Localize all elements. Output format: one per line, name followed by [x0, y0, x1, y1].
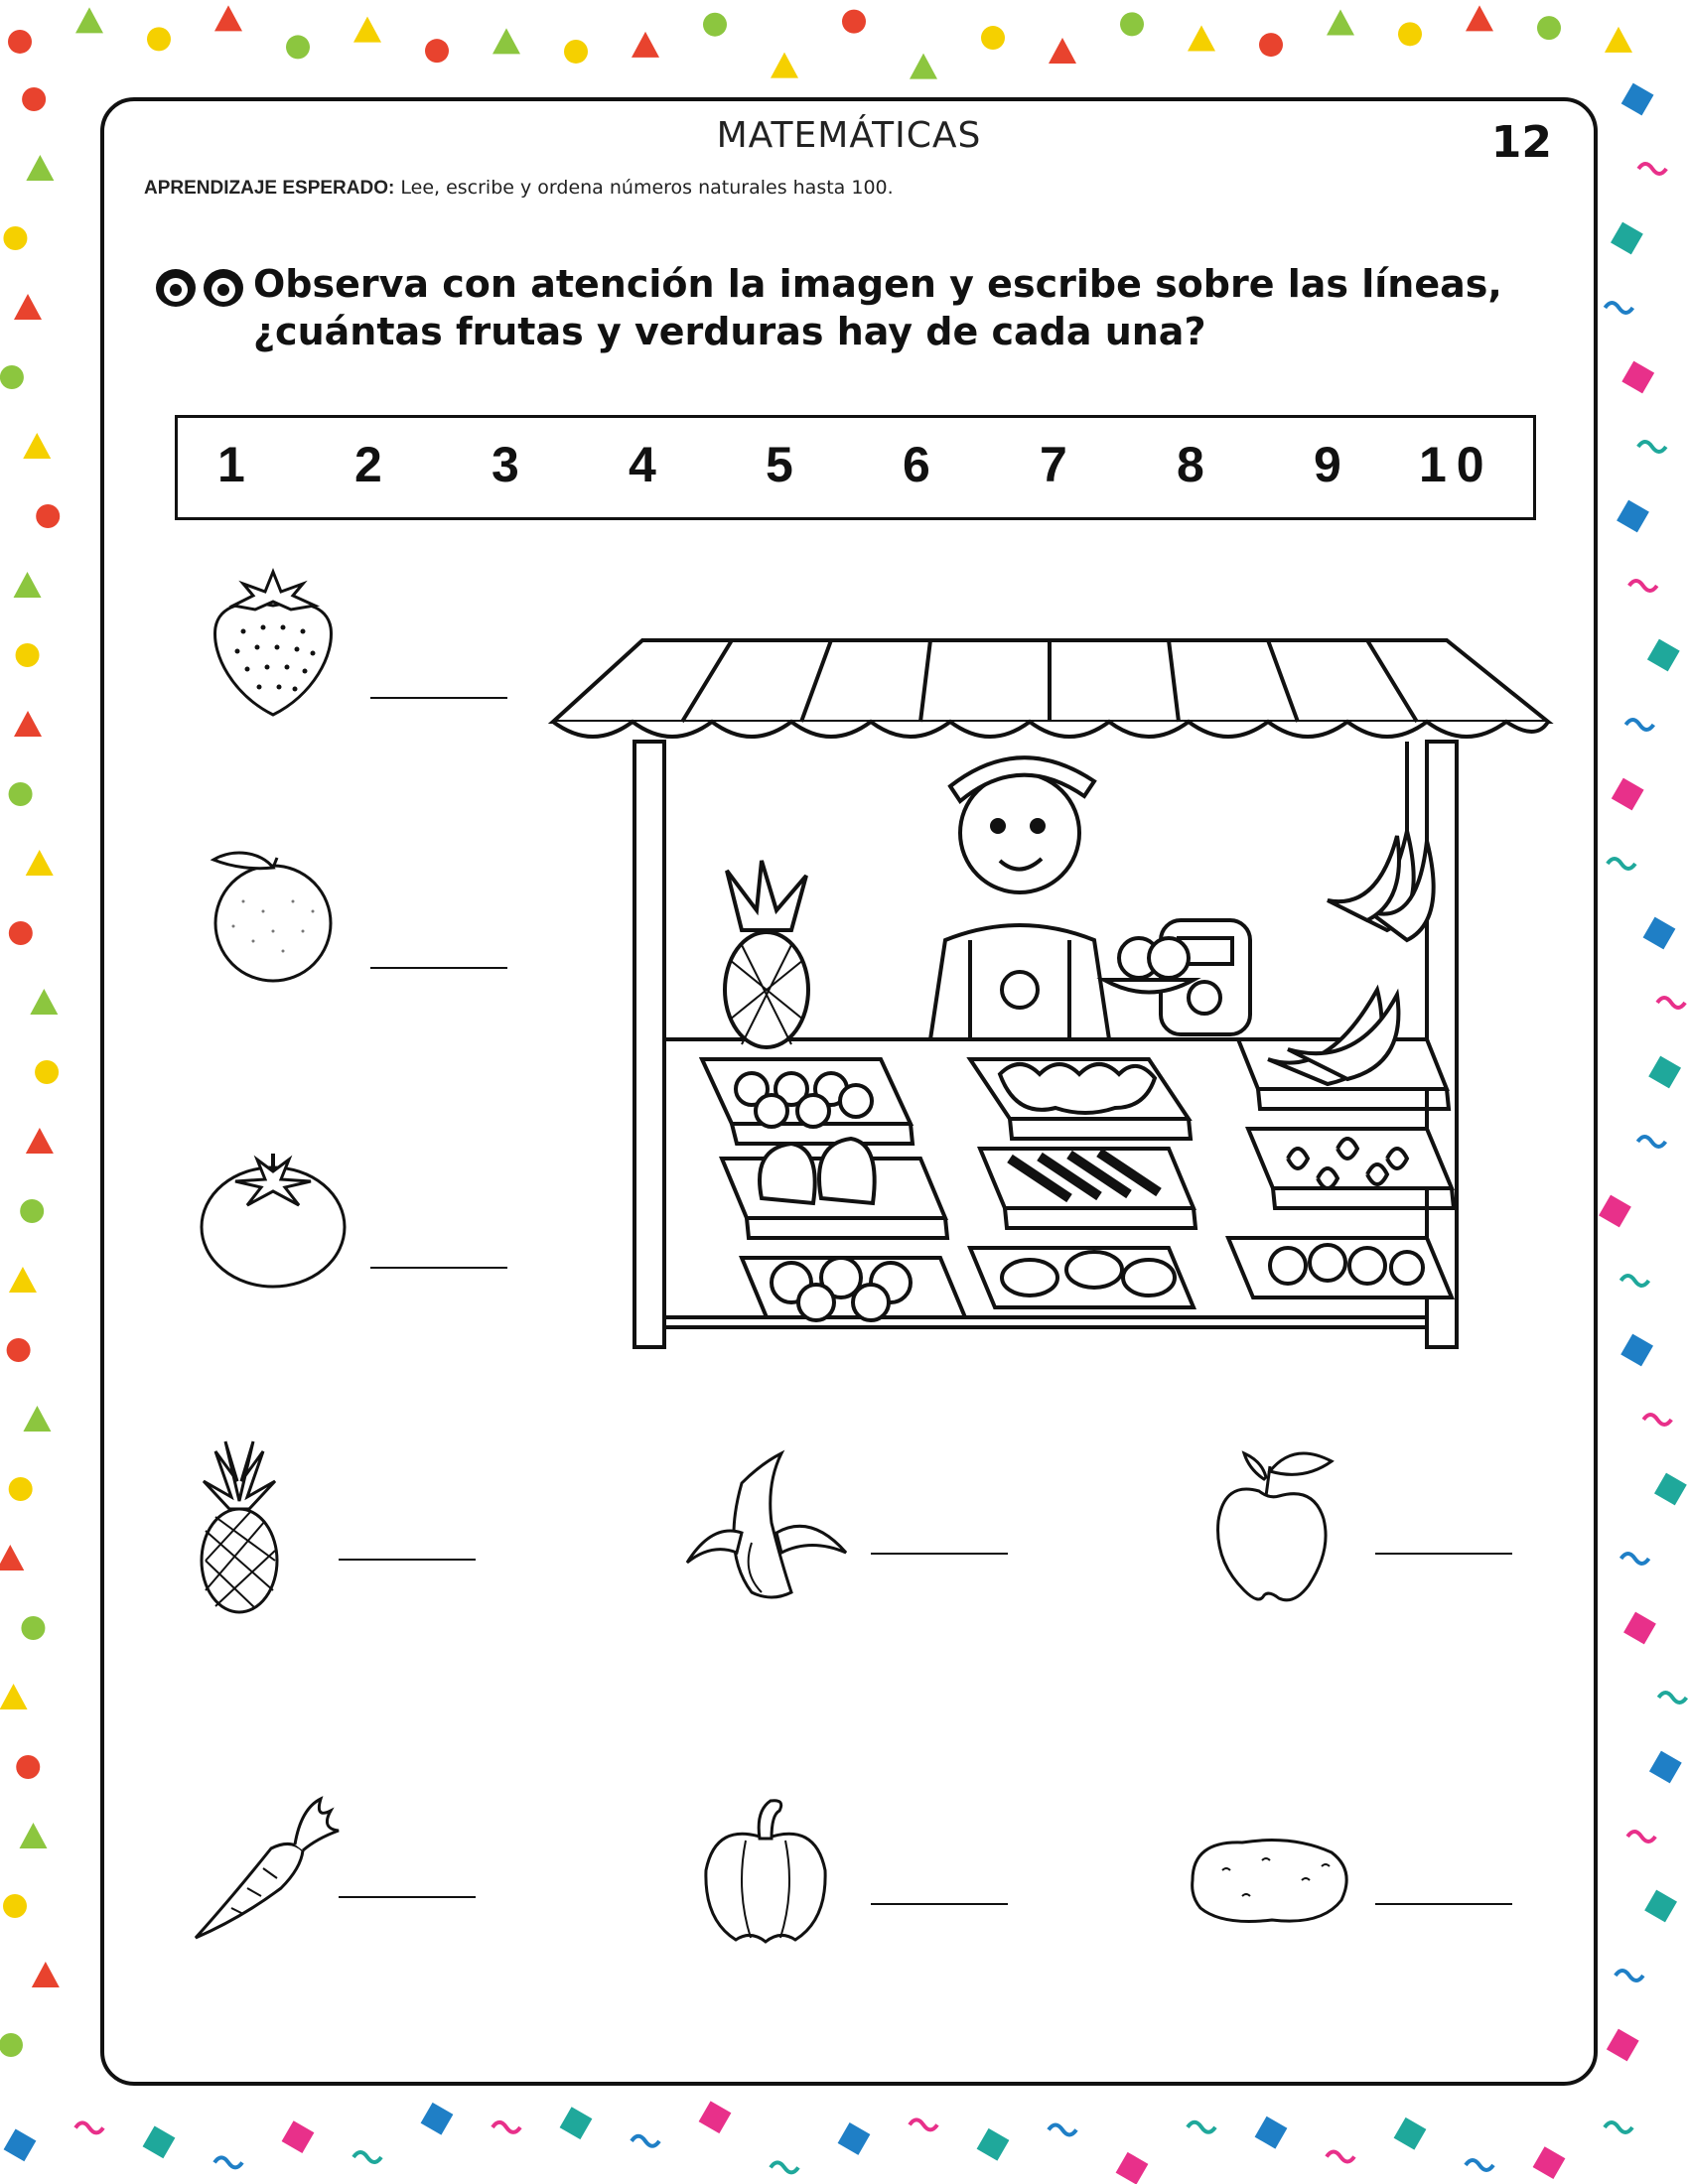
confetti-piece: [771, 53, 798, 78]
number-6: 6: [903, 437, 930, 492]
banana-icon: [682, 1443, 851, 1612]
confetti-piece: [353, 2152, 381, 2162]
number-4: 4: [629, 437, 656, 492]
confetti-piece: [9, 921, 33, 945]
potato-icon: [1183, 1831, 1355, 1930]
instruction-text: Observa con atención la imagen y escribe sobre las líneas, ¿cuántas frutas y verduras hay de cada una?: [253, 262, 1502, 353]
confetti-piece: [143, 2125, 176, 2158]
confetti-piece: [1629, 581, 1657, 591]
number-9: 9: [1314, 437, 1341, 492]
apple-icon: [1204, 1441, 1343, 1610]
confetti-piece: [1621, 83, 1654, 116]
confetti-piece: [492, 28, 520, 54]
confetti-piece: [16, 643, 40, 667]
number-10: 10: [1419, 437, 1494, 492]
orange-icon: [204, 842, 343, 991]
confetti-piece: [1621, 1554, 1649, 1564]
confetti-piece: [214, 5, 242, 31]
answer-line-pineapple[interactable]: [339, 1559, 476, 1561]
confetti-piece: [353, 17, 381, 43]
subject-title: MATEMÁTICAS: [716, 115, 982, 156]
number-3: 3: [492, 437, 519, 492]
carrot-icon: [192, 1789, 341, 1948]
confetti-piece: [32, 1962, 60, 1987]
confetti-piece: [21, 1616, 45, 1640]
confetti-piece: [9, 1267, 37, 1293]
confetti-piece: [1654, 1473, 1687, 1506]
page-number: 12: [1490, 117, 1552, 168]
confetti-piece: [26, 850, 54, 876]
confetti-piece: [425, 39, 449, 63]
confetti-piece: [23, 1406, 51, 1432]
confetti-piece: [1188, 2122, 1215, 2132]
confetti-piece: [22, 87, 46, 111]
confetti-piece: [75, 7, 103, 33]
confetti-piece: [492, 2122, 520, 2132]
confetti-piece: [1466, 5, 1493, 31]
confetti-piece: [981, 26, 1005, 50]
confetti-piece: [1188, 26, 1215, 52]
confetti-piece: [30, 989, 58, 1015]
confetti-piece: [1537, 16, 1561, 40]
worksheet-card: [100, 97, 1598, 2086]
confetti-piece: [9, 782, 33, 806]
confetti-piece: [8, 30, 32, 54]
confetti-piece: [14, 711, 42, 737]
objective-label: APRENDIZAJE ESPERADO:: [144, 178, 395, 199]
confetti-piece: [699, 2101, 732, 2133]
confetti-piece: [286, 35, 310, 59]
number-2: 2: [354, 437, 382, 492]
confetti-piece: [20, 1199, 44, 1223]
confetti-piece: [1649, 1751, 1682, 1784]
answer-line-carrot[interactable]: [339, 1896, 476, 1898]
confetti-piece: [19, 1823, 47, 1848]
confetti-piece: [36, 504, 60, 528]
confetti-piece: [0, 1545, 24, 1570]
confetti-piece: [0, 1684, 28, 1709]
confetti-piece: [35, 1060, 59, 1084]
learning-objective: [144, 177, 894, 200]
confetti-piece: [1625, 720, 1653, 730]
confetti-piece: [1049, 38, 1076, 64]
confetti-piece: [1116, 2152, 1149, 2184]
confetti-piece: [1605, 27, 1632, 53]
confetti-piece: [632, 2136, 659, 2146]
confetti-piece: [0, 2033, 23, 2057]
confetti-piece: [838, 2122, 871, 2155]
number-5: 5: [766, 437, 793, 492]
confetti-piece: [4, 2128, 37, 2161]
confetti-piece: [1612, 778, 1644, 811]
confetti-piece: [1621, 361, 1654, 394]
confetti-piece: [1607, 2029, 1639, 2062]
confetti-piece: [421, 2103, 454, 2135]
confetti-piece: [1605, 2122, 1632, 2132]
confetti-piece: [1643, 917, 1676, 950]
confetti-piece: [1616, 1971, 1643, 1980]
confetti-piece: [1657, 998, 1685, 1008]
confetti-piece: [1658, 1693, 1686, 1703]
confetti-piece: [1255, 2116, 1288, 2149]
answer-line-banana[interactable]: [871, 1553, 1008, 1555]
confetti-piece: [1648, 1056, 1681, 1089]
confetti-piece: [9, 1477, 33, 1501]
confetti-piece: [26, 1128, 54, 1154]
confetti-piece: [1394, 2117, 1427, 2150]
confetti-piece: [16, 1755, 40, 1779]
confetti-piece: [1599, 1195, 1631, 1228]
pineapple-icon: [186, 1432, 293, 1620]
confetti-piece: [214, 2157, 242, 2167]
confetti-piece: [1627, 1832, 1655, 1842]
confetti-piece: [1647, 639, 1680, 672]
confetti-piece: [147, 27, 171, 51]
confetti-piece: [1259, 33, 1283, 57]
confetti-piece: [3, 1894, 27, 1918]
number-1: 1: [217, 437, 245, 492]
confetti-piece: [1327, 2152, 1354, 2162]
confetti-piece: [632, 32, 659, 58]
confetti-piece: [1643, 1415, 1671, 1425]
confetti-piece: [1617, 500, 1649, 533]
bell-pepper-icon: [696, 1791, 835, 1950]
confetti-piece: [560, 2107, 593, 2139]
confetti-piece: [1637, 1137, 1665, 1147]
strawberry-icon: [204, 566, 343, 725]
confetti-piece: [1327, 9, 1354, 35]
confetti-piece: [1623, 1612, 1656, 1645]
confetti-piece: [703, 13, 727, 37]
answer-line-tomato[interactable]: [370, 1267, 507, 1269]
confetti-piece: [1644, 1890, 1677, 1923]
eyes-icon: [154, 264, 249, 312]
confetti-piece: [7, 1338, 31, 1362]
fruit-stand-illustration: [553, 622, 1552, 1357]
confetti-piece: [977, 2128, 1010, 2161]
confetti-piece: [771, 2162, 798, 2172]
confetti-piece: [1120, 12, 1144, 36]
confetti-piece: [1620, 1334, 1653, 1367]
confetti-piece: [1611, 222, 1643, 255]
confetti-piece: [14, 572, 42, 598]
objective-text: Lee, escribe y ordena números naturales hasta 100.: [400, 177, 894, 199]
confetti-piece: [1620, 1276, 1648, 1286]
confetti-piece: [910, 2119, 937, 2129]
number-strip: [175, 415, 1536, 520]
confetti-piece: [1638, 164, 1666, 174]
confetti-piece: [26, 155, 54, 181]
number-7: 7: [1040, 437, 1067, 492]
number-8: 8: [1177, 437, 1204, 492]
confetti-piece: [1398, 22, 1422, 46]
confetti-piece: [1533, 2146, 1566, 2179]
confetti-piece: [282, 2120, 315, 2153]
confetti-piece: [910, 54, 937, 79]
answer-line-potato[interactable]: [1375, 1903, 1512, 1905]
confetti-piece: [14, 294, 42, 320]
confetti-piece: [0, 365, 24, 389]
confetti-piece: [75, 2122, 103, 2132]
confetti-piece: [564, 40, 588, 64]
confetti-piece: [1638, 442, 1666, 452]
answer-line-bell-pepper[interactable]: [871, 1903, 1008, 1905]
confetti-piece: [1605, 303, 1632, 313]
confetti-piece: [23, 433, 51, 459]
confetti-piece: [1466, 2160, 1493, 2170]
confetti-piece: [842, 10, 866, 34]
tomato-icon: [196, 1152, 351, 1291]
answer-line-apple[interactable]: [1375, 1553, 1512, 1555]
confetti-piece: [1608, 859, 1635, 869]
answer-line-strawberry[interactable]: [370, 697, 507, 699]
confetti-piece: [3, 226, 27, 250]
answer-line-orange[interactable]: [370, 967, 507, 969]
confetti-piece: [1049, 2124, 1076, 2134]
